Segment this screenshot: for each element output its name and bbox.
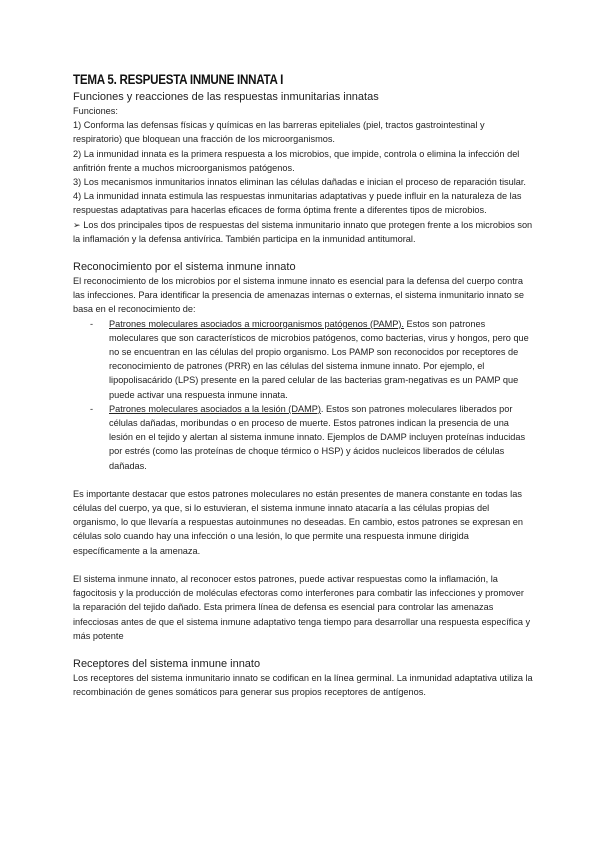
- document-page: [73, 72, 533, 699]
- function-note: ➢ Los dos principales tipos de respuestas del sistema inmunitario innato que protegen frente a los microbios son la inflamación y la defensa antivírica. También participa en la inmunidad antitumoral.: [73, 219, 533, 244]
- function-item-2: 2) La inmunidad innata es la primera respuesta a los microbios, que impide, controla o elimina la infección del anfitrión frente a muchos microorganismos patógenos.: [73, 148, 520, 173]
- section-heading-receptores: Receptores del sistema inmune innato: [73, 657, 261, 670]
- functions-label: Funciones:: [73, 106, 118, 116]
- dash-marker: -: [90, 318, 94, 329]
- function-item-3: 3) Los mecanismos inmunitarios innatos eliminan las células dañadas e inician el proceso de reparación tisular.: [73, 177, 526, 188]
- list-item-damp: [90, 402, 533, 473]
- damp-term: Patrones moleculares asociados a la lesión (DAMP): [109, 403, 321, 414]
- paragraph-innate-response: El sistema inmune innato, al reconocer estos patrones, puede activar respuestas como la inflamación, la fagocitosis y la producción de moléculas efectoras como interferones para combatir las infecciones y promover la reparación del tejido dañado. Esta primera línea de defensa es esencial para controlar las amenazas infecciosas antes de que el sistema inmune adaptativo tenga tiempo para desarrollar una respuesta específica y más potente: [73, 573, 531, 641]
- paragraph-patterns-note: Es importante destacar que estos patrones moleculares no están presentes de manera constante en todas las células del cuerpo, ya que, si lo estuvieran, el sistema inmune innato atacaría a las células propias del organismo, lo que llevaría a respuestas autoinmunes no deseadas. En cambio, estos patrones se expresan en células solo cuando hay una infección o una lesión, lo que permite una respuesta inmune dirigida específicamente a la amenaza.: [73, 488, 523, 556]
- pattern-list: [73, 317, 533, 473]
- section-heading-reconocimiento: Reconocimiento por el sistema inmune innato: [73, 261, 296, 274]
- function-item-1: 1) Conforma las defensas físicas y químicas en las barreras epiteliales (piel, tractos gastrointestinal y respiratorio) que bloquean una fracción de los microorganismos.: [73, 120, 485, 145]
- recognition-intro: El reconocimiento de los microbios por el sistema inmune innato es esencial para la defensa del cuerpo contra las infecciones. Para identificar la presencia de amenazas internas o externas, el sistema inmunitario innato se basa en el reconocimiento de:: [73, 276, 524, 315]
- function-item-4: 4) La inmunidad innata estimula las respuestas inmunitarias adaptativas y puede influir en la naturaleza de las respuestas adaptativas para hacerlas eficaces de forma óptima frente a diferentes tipos de microbios.: [73, 191, 522, 216]
- dash-marker: -: [90, 403, 94, 414]
- section-heading-funciones: Funciones y reacciones de las respuestas inmunitarias innatas: [73, 91, 379, 103]
- list-item-pamp: [90, 317, 533, 402]
- receptors-text: Los receptores del sistema inmunitario innato se codifican en la línea germinal. La inmunidad adaptativa utiliza la recombinación de genes somáticos para generar sus propios receptores de antígenos.: [73, 672, 533, 698]
- page-title: TEMA 5. RESPUESTA INMUNE INNATA I: [73, 72, 284, 87]
- pamp-term: Patrones moleculares asociados a microorganismos patógenos (PAMP).: [109, 318, 404, 329]
- pamp-text: Estos son patrones moleculares que son característicos de microbios patógenos, como bacterias, virus y hongos, pero que no se encuentran en las células del propio organismo. Los PAMP son reconocidos por receptores de reconocimiento de patrones (PRR) en las células del sistema inmune innato. Por ejemplo, el lipopolisacárido (LPS) presente en la pared celular de las bacterias gram-negativas es un PAMP que puede activar una respuesta inmune innata.: [109, 318, 529, 400]
- damp-text: . Estos son patrones moleculares liberados por células dañadas, moribundas o en proceso de muerte. Estos patrones indican la presencia de una lesión en el tejido y alertan al sistema inmune innato. Ejemplos de DAMP incluyen proteínas inducidas por estrés (como las proteínas de choque térmico o HSP) y ácidos nucleicos liberados de células dañadas.: [109, 403, 526, 471]
